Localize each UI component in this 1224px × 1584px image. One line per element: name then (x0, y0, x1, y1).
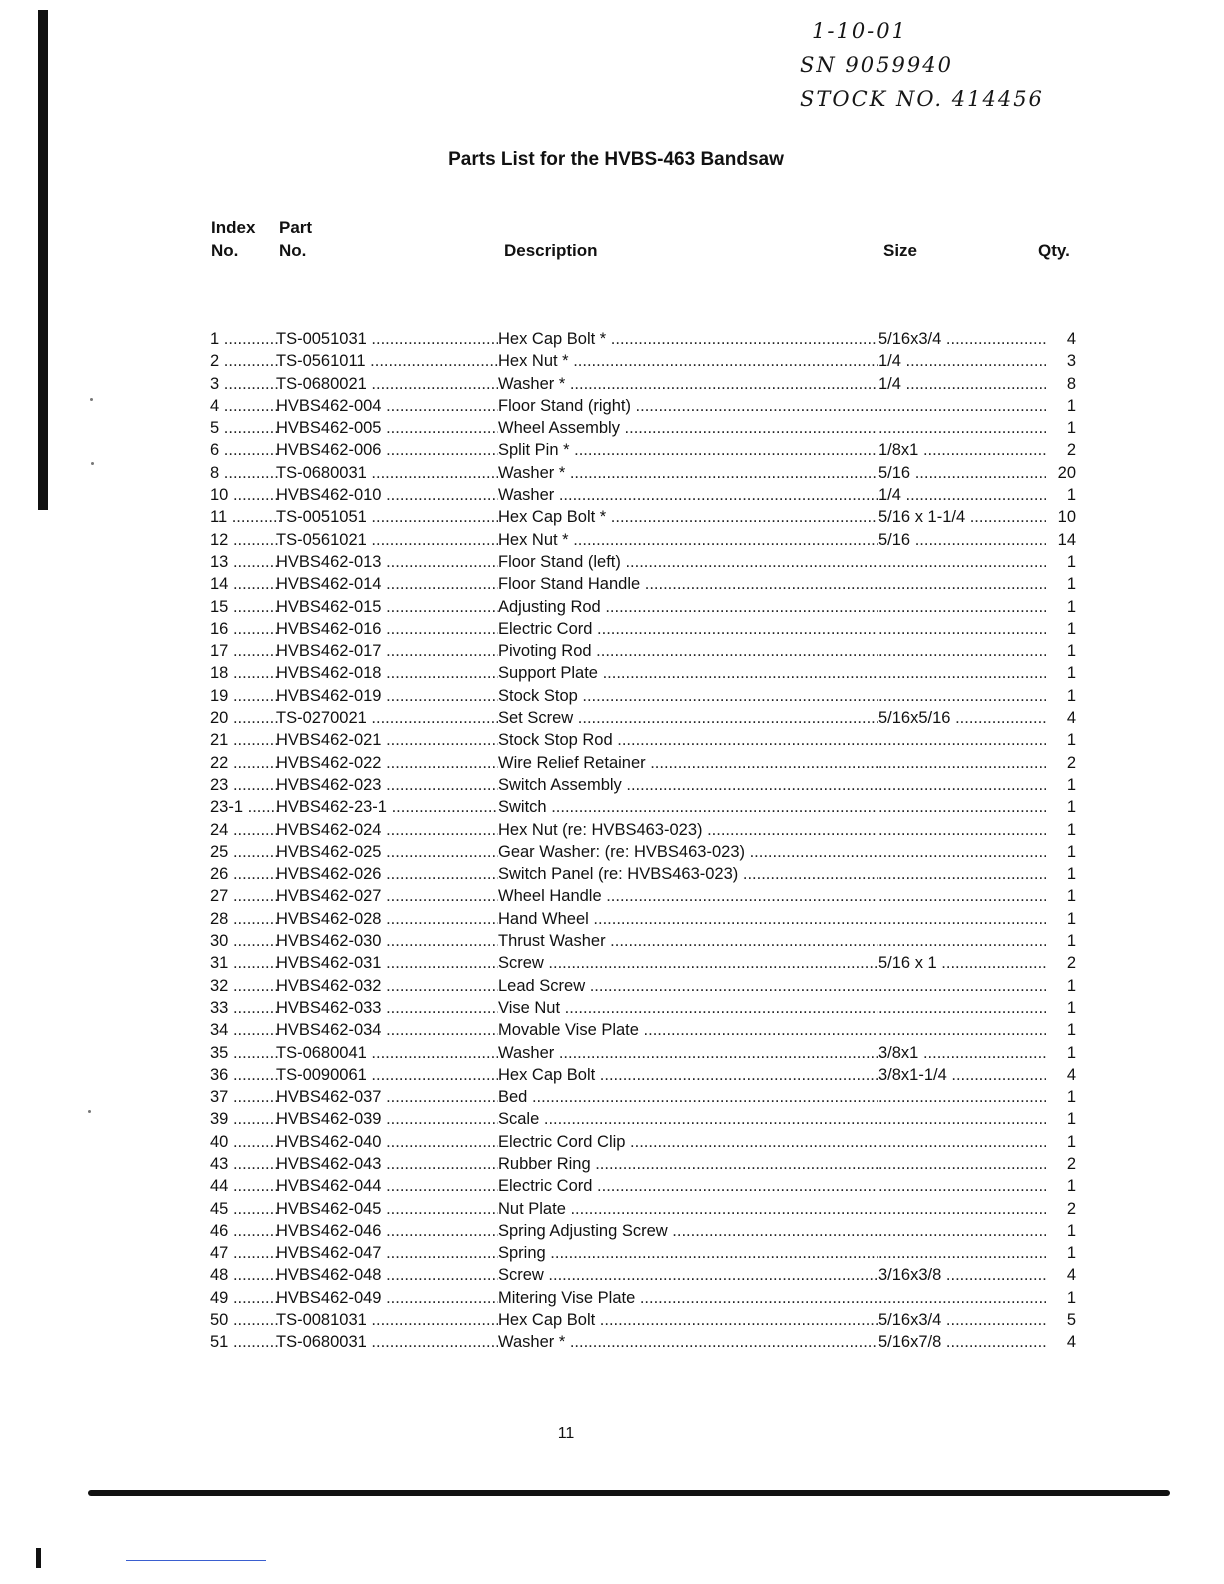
part-description: Hex Cap Bolt * ..... (498, 328, 878, 350)
part-description: Hex Cap Bolt ..... (498, 1309, 878, 1331)
part-number: HVBS462-013 ..... (276, 551, 498, 573)
part-qty: 1 (1046, 573, 1076, 595)
part-description: Gear Washer: (re: HVBS463-023) ..... (498, 841, 878, 863)
part-size (878, 1287, 1056, 1309)
part-description: Scale ..... (498, 1108, 878, 1130)
part-number: HVBS462-022 ..... (276, 752, 498, 774)
part-number: TS-0561021 ..... (276, 529, 498, 551)
part-size (878, 417, 1056, 439)
part-description: Wheel Handle ..... (498, 885, 878, 907)
part-qty: 1 (1046, 975, 1076, 997)
part-size (878, 1242, 1056, 1264)
table-row (206, 952, 1074, 974)
part-size (878, 1198, 1056, 1220)
scan-bottom-bar (88, 1490, 1170, 1496)
part-index: 13 ..... (210, 551, 280, 573)
column-header-index-line2: No. (211, 241, 239, 260)
part-description: Wire Relief Retainer ..... (498, 752, 878, 774)
column-header-part (279, 216, 312, 262)
part-index: 45 ..... (210, 1198, 280, 1220)
table-row (206, 1042, 1074, 1064)
part-index: 46 ..... (210, 1220, 280, 1242)
table-row (206, 573, 1074, 595)
part-size: 5/16 ..... (878, 462, 1056, 484)
part-description: Thrust Washer ..... (498, 930, 878, 952)
table-row (206, 373, 1074, 395)
part-description: Bed ..... (498, 1086, 878, 1108)
part-size (878, 618, 1056, 640)
part-qty: 1 (1046, 1220, 1076, 1242)
part-number: TS-0680031 ..... (276, 462, 498, 484)
part-qty: 1 (1046, 1042, 1076, 1064)
part-number: TS-0051051 ..... (276, 506, 498, 528)
part-size (878, 908, 1056, 930)
part-index: 37 ..... (210, 1086, 280, 1108)
part-index: 51 ..... (210, 1331, 280, 1353)
part-number: HVBS462-015 ..... (276, 596, 498, 618)
part-number: HVBS462-046 ..... (276, 1220, 498, 1242)
part-description: Mitering Vise Plate ..... (498, 1287, 878, 1309)
column-header-part-line2: No. (279, 241, 307, 260)
part-index: 3 ..... (210, 373, 280, 395)
part-description: Wheel Assembly ..... (498, 417, 878, 439)
table-row (206, 841, 1074, 863)
table-row (206, 975, 1074, 997)
part-index: 6 ..... (210, 439, 280, 461)
part-number: HVBS462-025 ..... (276, 841, 498, 863)
part-number: HVBS462-047 ..... (276, 1242, 498, 1264)
part-qty: 1 (1046, 1287, 1076, 1309)
part-qty: 1 (1046, 819, 1076, 841)
part-size: 5/16x3/4 ..... (878, 328, 1056, 350)
part-size (878, 1175, 1056, 1197)
part-number: TS-0090061 ..... (276, 1064, 498, 1086)
part-index: 5 ..... (210, 417, 280, 439)
scan-speck (88, 1110, 91, 1113)
table-row (206, 439, 1074, 461)
table-row (206, 707, 1074, 729)
part-description: Adjusting Rod ..... (498, 596, 878, 618)
part-description: Stock Stop ..... (498, 685, 878, 707)
table-row (206, 662, 1074, 684)
part-qty: 2 (1046, 1153, 1076, 1175)
part-number: HVBS462-043 ..... (276, 1153, 498, 1175)
part-description: Movable Vise Plate ..... (498, 1019, 878, 1041)
part-index: 28 ..... (210, 908, 280, 930)
part-number: HVBS462-039 ..... (276, 1108, 498, 1130)
part-qty: 1 (1046, 618, 1076, 640)
part-size (878, 774, 1056, 796)
part-qty: 1 (1046, 685, 1076, 707)
part-number: HVBS462-023 ..... (276, 774, 498, 796)
column-header-part-line1: Part (279, 218, 313, 237)
part-description: Lead Screw ..... (498, 975, 878, 997)
table-row (206, 417, 1074, 439)
table-row (206, 1242, 1074, 1264)
part-description: Spring ..... (498, 1242, 878, 1264)
part-index: 36 ..... (210, 1064, 280, 1086)
part-index: 43 ..... (210, 1153, 280, 1175)
table-row (206, 618, 1074, 640)
part-index: 31 ..... (210, 952, 280, 974)
part-size (878, 1019, 1056, 1041)
part-description: Split Pin * ..... (498, 439, 878, 461)
part-size: 1/4 ..... (878, 350, 1056, 372)
table-row (206, 729, 1074, 751)
part-description: Screw ..... (498, 952, 878, 974)
part-index: 35 ..... (210, 1042, 280, 1064)
part-index: 21 ..... (210, 729, 280, 751)
part-size (878, 573, 1056, 595)
part-index: 23 ..... (210, 774, 280, 796)
part-qty: 1 (1046, 1131, 1076, 1153)
table-row (206, 506, 1074, 528)
part-number: HVBS462-017 ..... (276, 640, 498, 662)
part-size (878, 752, 1056, 774)
part-size: 5/16 x 1-1/4 ..... (878, 506, 1056, 528)
part-number: HVBS462-028 ..... (276, 908, 498, 930)
part-qty: 1 (1046, 417, 1076, 439)
part-size (878, 930, 1056, 952)
part-description: Floor Stand Handle ..... (498, 573, 878, 595)
part-number: TS-0561011 ..... (276, 350, 498, 372)
part-qty: 1 (1046, 662, 1076, 684)
part-number: TS-0680021 ..... (276, 373, 498, 395)
part-index: 34 ..... (210, 1019, 280, 1041)
part-qty: 1 (1046, 796, 1076, 818)
table-row (206, 1108, 1074, 1130)
table-row (206, 1287, 1074, 1309)
part-qty: 1 (1046, 1086, 1076, 1108)
part-description: Washer ..... (498, 484, 878, 506)
part-description: Vise Nut ..... (498, 997, 878, 1019)
table-row (206, 328, 1074, 350)
part-index: 10 ..... (210, 484, 280, 506)
part-index: 18 ..... (210, 662, 280, 684)
part-number: HVBS462-034 ..... (276, 1019, 498, 1041)
part-description: Floor Stand (right) ..... (498, 395, 878, 417)
part-description: Floor Stand (left) ..... (498, 551, 878, 573)
part-size: 5/16x3/4 ..... (878, 1309, 1056, 1331)
part-index: 24 ..... (210, 819, 280, 841)
part-qty: 4 (1046, 1331, 1076, 1353)
part-index: 50 ..... (210, 1309, 280, 1331)
part-qty: 10 (1046, 506, 1076, 528)
part-description: Hex Cap Bolt ..... (498, 1064, 878, 1086)
part-number: HVBS462-033 ..... (276, 997, 498, 1019)
table-row (206, 908, 1074, 930)
scan-speck (90, 398, 93, 401)
part-size: 5/16x7/8 ..... (878, 1331, 1056, 1353)
part-number: HVBS462-049 ..... (276, 1287, 498, 1309)
part-number: HVBS462-006 ..... (276, 439, 498, 461)
part-qty: 1 (1046, 1019, 1076, 1041)
part-index: 25 ..... (210, 841, 280, 863)
table-row (206, 1019, 1074, 1041)
part-qty: 1 (1046, 1242, 1076, 1264)
table-row (206, 930, 1074, 952)
part-qty: 4 (1046, 1064, 1076, 1086)
part-qty: 1 (1046, 997, 1076, 1019)
part-index: 22 ..... (210, 752, 280, 774)
part-qty: 4 (1046, 328, 1076, 350)
part-size (878, 685, 1056, 707)
part-description: Hex Nut * ..... (498, 529, 878, 551)
part-qty: 14 (1046, 529, 1076, 551)
part-index: 12 ..... (210, 529, 280, 551)
part-size (878, 863, 1056, 885)
table-row (206, 1264, 1074, 1286)
page-title: Parts List for the HVBS-463 Bandsaw (448, 149, 784, 170)
table-row (206, 1131, 1074, 1153)
table-row (206, 350, 1074, 372)
part-number: HVBS462-018 ..... (276, 662, 498, 684)
part-number: HVBS462-030 ..... (276, 930, 498, 952)
part-index: 2 ..... (210, 350, 280, 372)
part-description: Hand Wheel ..... (498, 908, 878, 930)
part-size (878, 819, 1056, 841)
table-row (206, 819, 1074, 841)
part-number: HVBS462-040 ..... (276, 1131, 498, 1153)
part-description: Support Plate ..... (498, 662, 878, 684)
scan-speck (91, 462, 94, 465)
part-number: HVBS462-23-1 ..... (276, 796, 498, 818)
part-description: Hex Nut (re: HVBS463-023) ..... (498, 819, 878, 841)
part-size (878, 640, 1056, 662)
part-description: Washer * ..... (498, 462, 878, 484)
table-row (206, 484, 1074, 506)
part-index: 33 ..... (210, 997, 280, 1019)
part-qty: 1 (1046, 640, 1076, 662)
part-description: Spring Adjusting Screw ..... (498, 1220, 878, 1242)
part-index: 40 ..... (210, 1131, 280, 1153)
part-index: 23-1 ..... (210, 796, 280, 818)
part-size: 3/8x1-1/4 ..... (878, 1064, 1056, 1086)
part-size (878, 596, 1056, 618)
part-index: 27 ..... (210, 885, 280, 907)
part-size (878, 841, 1056, 863)
part-qty: 1 (1046, 551, 1076, 573)
column-header-size: Size (883, 241, 918, 260)
part-qty: 5 (1046, 1309, 1076, 1331)
table-row (206, 997, 1074, 1019)
scan-bottom-line (126, 1560, 266, 1561)
part-number: HVBS462-045 ..... (276, 1198, 498, 1220)
part-number: HVBS462-014 ..... (276, 573, 498, 595)
parts-list (206, 328, 1074, 1354)
part-description: Nut Plate ..... (498, 1198, 878, 1220)
table-row (206, 1153, 1074, 1175)
part-number: HVBS462-019 ..... (276, 685, 498, 707)
part-size (878, 1153, 1056, 1175)
part-index: 20 ..... (210, 707, 280, 729)
part-description: Electric Cord ..... (498, 1175, 878, 1197)
part-size (878, 1086, 1056, 1108)
part-index: 26 ..... (210, 863, 280, 885)
part-size (878, 395, 1056, 417)
table-row (206, 1220, 1074, 1242)
table-row (206, 863, 1074, 885)
part-number: HVBS462-037 ..... (276, 1086, 498, 1108)
part-number: HVBS462-044 ..... (276, 1175, 498, 1197)
column-header-description: Description (504, 241, 598, 260)
part-index: 15 ..... (210, 596, 280, 618)
part-index: 14 ..... (210, 573, 280, 595)
table-row (206, 1198, 1074, 1220)
handwritten-date: 1-10-01 (812, 19, 907, 43)
part-qty: 8 (1046, 373, 1076, 395)
part-size: 1/4 ..... (878, 373, 1056, 395)
table-row (206, 796, 1074, 818)
part-number: HVBS462-016 ..... (276, 618, 498, 640)
table-row (206, 529, 1074, 551)
table-row (206, 1331, 1074, 1353)
part-index: 48 ..... (210, 1264, 280, 1286)
part-description: Switch ..... (498, 796, 878, 818)
scan-edge-mark (36, 1548, 41, 1568)
table-row (206, 462, 1074, 484)
part-qty: 2 (1046, 439, 1076, 461)
part-qty: 20 (1046, 462, 1076, 484)
part-qty: 1 (1046, 885, 1076, 907)
part-number: HVBS462-024 ..... (276, 819, 498, 841)
table-row (206, 1064, 1074, 1086)
part-qty: 2 (1046, 752, 1076, 774)
part-index: 44 ..... (210, 1175, 280, 1197)
part-qty: 1 (1046, 930, 1076, 952)
part-number: HVBS462-048 ..... (276, 1264, 498, 1286)
part-size: 5/16x5/16 ..... (878, 707, 1056, 729)
part-description: Pivoting Rod ..... (498, 640, 878, 662)
part-size: 5/16 ..... (878, 529, 1056, 551)
part-size (878, 729, 1056, 751)
table-row (206, 1175, 1074, 1197)
table-row (206, 685, 1074, 707)
part-size: 3/16x3/8 ..... (878, 1264, 1056, 1286)
part-qty: 1 (1046, 1108, 1076, 1130)
part-number: HVBS462-021 ..... (276, 729, 498, 751)
part-number: HVBS462-027 ..... (276, 885, 498, 907)
part-size (878, 997, 1056, 1019)
table-row (206, 395, 1074, 417)
part-qty: 1 (1046, 863, 1076, 885)
part-size (878, 1220, 1056, 1242)
part-index: 32 ..... (210, 975, 280, 997)
part-qty: 2 (1046, 952, 1076, 974)
part-description: Switch Assembly ..... (498, 774, 878, 796)
part-description: Screw ..... (498, 1264, 878, 1286)
part-number: TS-0270021 ..... (276, 707, 498, 729)
part-size: 1/8x1 ..... (878, 439, 1056, 461)
part-number: HVBS462-031 ..... (276, 952, 498, 974)
part-index: 11 ..... (210, 506, 280, 528)
part-description: Stock Stop Rod ..... (498, 729, 878, 751)
part-number: TS-0680031 ..... (276, 1331, 498, 1353)
part-qty: 2 (1046, 1198, 1076, 1220)
part-qty: 1 (1046, 596, 1076, 618)
part-number: TS-0051031 ..... (276, 328, 498, 350)
part-size: 1/4 ..... (878, 484, 1056, 506)
part-size (878, 885, 1056, 907)
part-qty: 3 (1046, 350, 1076, 372)
column-header-index-line1: Index (211, 218, 256, 237)
table-row (206, 774, 1074, 796)
part-index: 4 ..... (210, 395, 280, 417)
part-index: 19 ..... (210, 685, 280, 707)
part-index: 39 ..... (210, 1108, 280, 1130)
part-index: 1 ..... (210, 328, 280, 350)
handwritten-stock-number: STOCK NO. 414456 (800, 87, 1044, 111)
part-size (878, 662, 1056, 684)
part-index: 30 ..... (210, 930, 280, 952)
part-size (878, 975, 1056, 997)
part-number: HVBS462-004 ..... (276, 395, 498, 417)
part-description: Set Screw ..... (498, 707, 878, 729)
part-index: 8 ..... (210, 462, 280, 484)
table-row (206, 885, 1074, 907)
table-row (206, 752, 1074, 774)
part-qty: 4 (1046, 1264, 1076, 1286)
part-size: 3/8x1 ..... (878, 1042, 1056, 1064)
part-description: Electric Cord Clip ..... (498, 1131, 878, 1153)
table-row (206, 640, 1074, 662)
part-qty: 4 (1046, 707, 1076, 729)
part-number: HVBS462-026 ..... (276, 863, 498, 885)
part-qty: 1 (1046, 395, 1076, 417)
part-size: 5/16 x 1 ..... (878, 952, 1056, 974)
part-number: HVBS462-032 ..... (276, 975, 498, 997)
part-size (878, 1131, 1056, 1153)
part-number: TS-0081031 ..... (276, 1309, 498, 1331)
part-index: 17 ..... (210, 640, 280, 662)
handwritten-serial: SN 9059940 (800, 53, 953, 77)
part-qty: 1 (1046, 841, 1076, 863)
part-number: HVBS462-005 ..... (276, 417, 498, 439)
part-number: TS-0680041 ..... (276, 1042, 498, 1064)
part-description: Washer ..... (498, 1042, 878, 1064)
part-description: Washer * ..... (498, 1331, 878, 1353)
part-description: Hex Cap Bolt * ..... (498, 506, 878, 528)
part-index: 16 ..... (210, 618, 280, 640)
part-qty: 1 (1046, 729, 1076, 751)
part-size (878, 551, 1056, 573)
part-size (878, 796, 1056, 818)
part-index: 47 ..... (210, 1242, 280, 1264)
page-number: 11 (557, 1425, 575, 1442)
part-description: Rubber Ring ..... (498, 1153, 878, 1175)
column-header-index (211, 216, 255, 262)
part-qty: 1 (1046, 484, 1076, 506)
scan-edge-bar (38, 10, 48, 510)
part-qty: 1 (1046, 774, 1076, 796)
part-qty: 1 (1046, 1175, 1076, 1197)
table-row (206, 551, 1074, 573)
table-row (206, 1086, 1074, 1108)
part-size (878, 1108, 1056, 1130)
part-qty: 1 (1046, 908, 1076, 930)
part-description: Switch Panel (re: HVBS463-023) ..... (498, 863, 878, 885)
column-header-qty: Qty. (1038, 241, 1070, 260)
part-description: Washer * ..... (498, 373, 878, 395)
part-index: 49 ..... (210, 1287, 280, 1309)
part-description: Electric Cord ..... (498, 618, 878, 640)
handwritten-annotation (800, 14, 1060, 116)
part-number: HVBS462-010 ..... (276, 484, 498, 506)
table-row (206, 1309, 1074, 1331)
table-row (206, 596, 1074, 618)
part-description: Hex Nut * ..... (498, 350, 878, 372)
